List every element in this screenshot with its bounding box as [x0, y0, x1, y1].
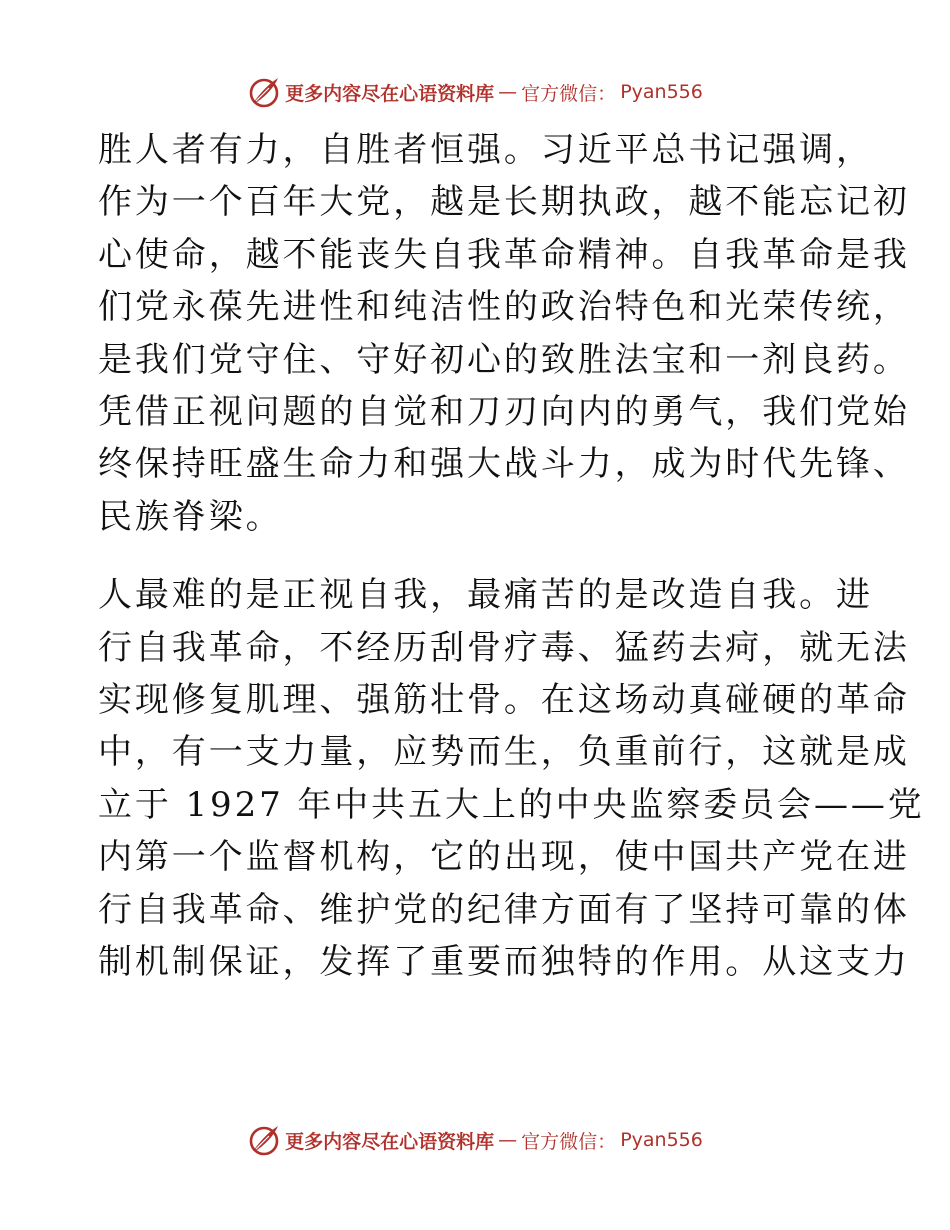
- footer-wechat-id: Pyan556: [620, 1129, 703, 1151]
- text-line: 终保持旺盛生命力和强大战斗力，成为时代先锋、: [98, 444, 910, 485]
- text-line: 民族脊梁。: [98, 496, 283, 537]
- text-line: 作为一个百年大党，越是长期执政，越不能忘记初: [98, 182, 910, 223]
- header-separator: —: [498, 81, 518, 103]
- text-line: 心使命，越不能丧失自我革命精神。自我革命是我: [98, 234, 910, 275]
- text-line: 行自我革命，不经历刮骨疗毒、猛药去疴，就无法: [98, 627, 910, 668]
- text-line: 制机制保证，发挥了重要而独特的作用。从这支力: [98, 942, 910, 983]
- quill-pen-icon: [247, 1123, 281, 1157]
- text-line: 是我们党守住、守好初心的致胜法宝和一剂良药。: [98, 339, 910, 380]
- footer-site-text: 更多内容尽在心语资料库: [285, 1130, 495, 1153]
- quill-pen-icon: [247, 75, 281, 109]
- paragraph-1: [98, 124, 910, 543]
- text-line: 行自我革命、维护党的纪律方面有了坚持可靠的体: [98, 889, 910, 930]
- text-line: 实现修复肌理、强筋壮骨。在这场动真碰硬的革命: [98, 680, 910, 721]
- document-body: [98, 124, 925, 989]
- text-line: 胜人者有力，自胜者恒强。习近平总书记强调，: [98, 130, 873, 170]
- text-line: 中，有一支力量，应势而生，负重前行，这就是成: [98, 732, 910, 773]
- text-line: 们党永葆先进性和纯洁性的政治特色和光荣传统，: [98, 287, 910, 328]
- header-banner-content: [247, 75, 703, 109]
- paragraph-2: [98, 569, 925, 988]
- header-site-text: 更多内容尽在心语资料库: [285, 82, 495, 105]
- footer-official-label: 官方微信：: [521, 1130, 617, 1153]
- footer-separator: —: [498, 1129, 518, 1151]
- footer-banner-content: [247, 1123, 703, 1157]
- text-line: 凭借正视问题的自觉和刀刃向内的勇气，我们党始: [98, 392, 910, 433]
- header-wechat-id: Pyan556: [620, 81, 703, 103]
- text-line: 立于 1927 年中共五大上的中央监察委员会——党: [98, 784, 925, 825]
- footer-banner: [0, 1120, 950, 1160]
- header-official-label: 官方微信：: [521, 82, 617, 105]
- text-line: 人最难的是正视自我，最痛苦的是改造自我。进: [98, 575, 873, 616]
- text-line: 内第一个监督机构，它的出现，使中国共产党在进: [98, 837, 910, 878]
- header-banner: [0, 72, 950, 112]
